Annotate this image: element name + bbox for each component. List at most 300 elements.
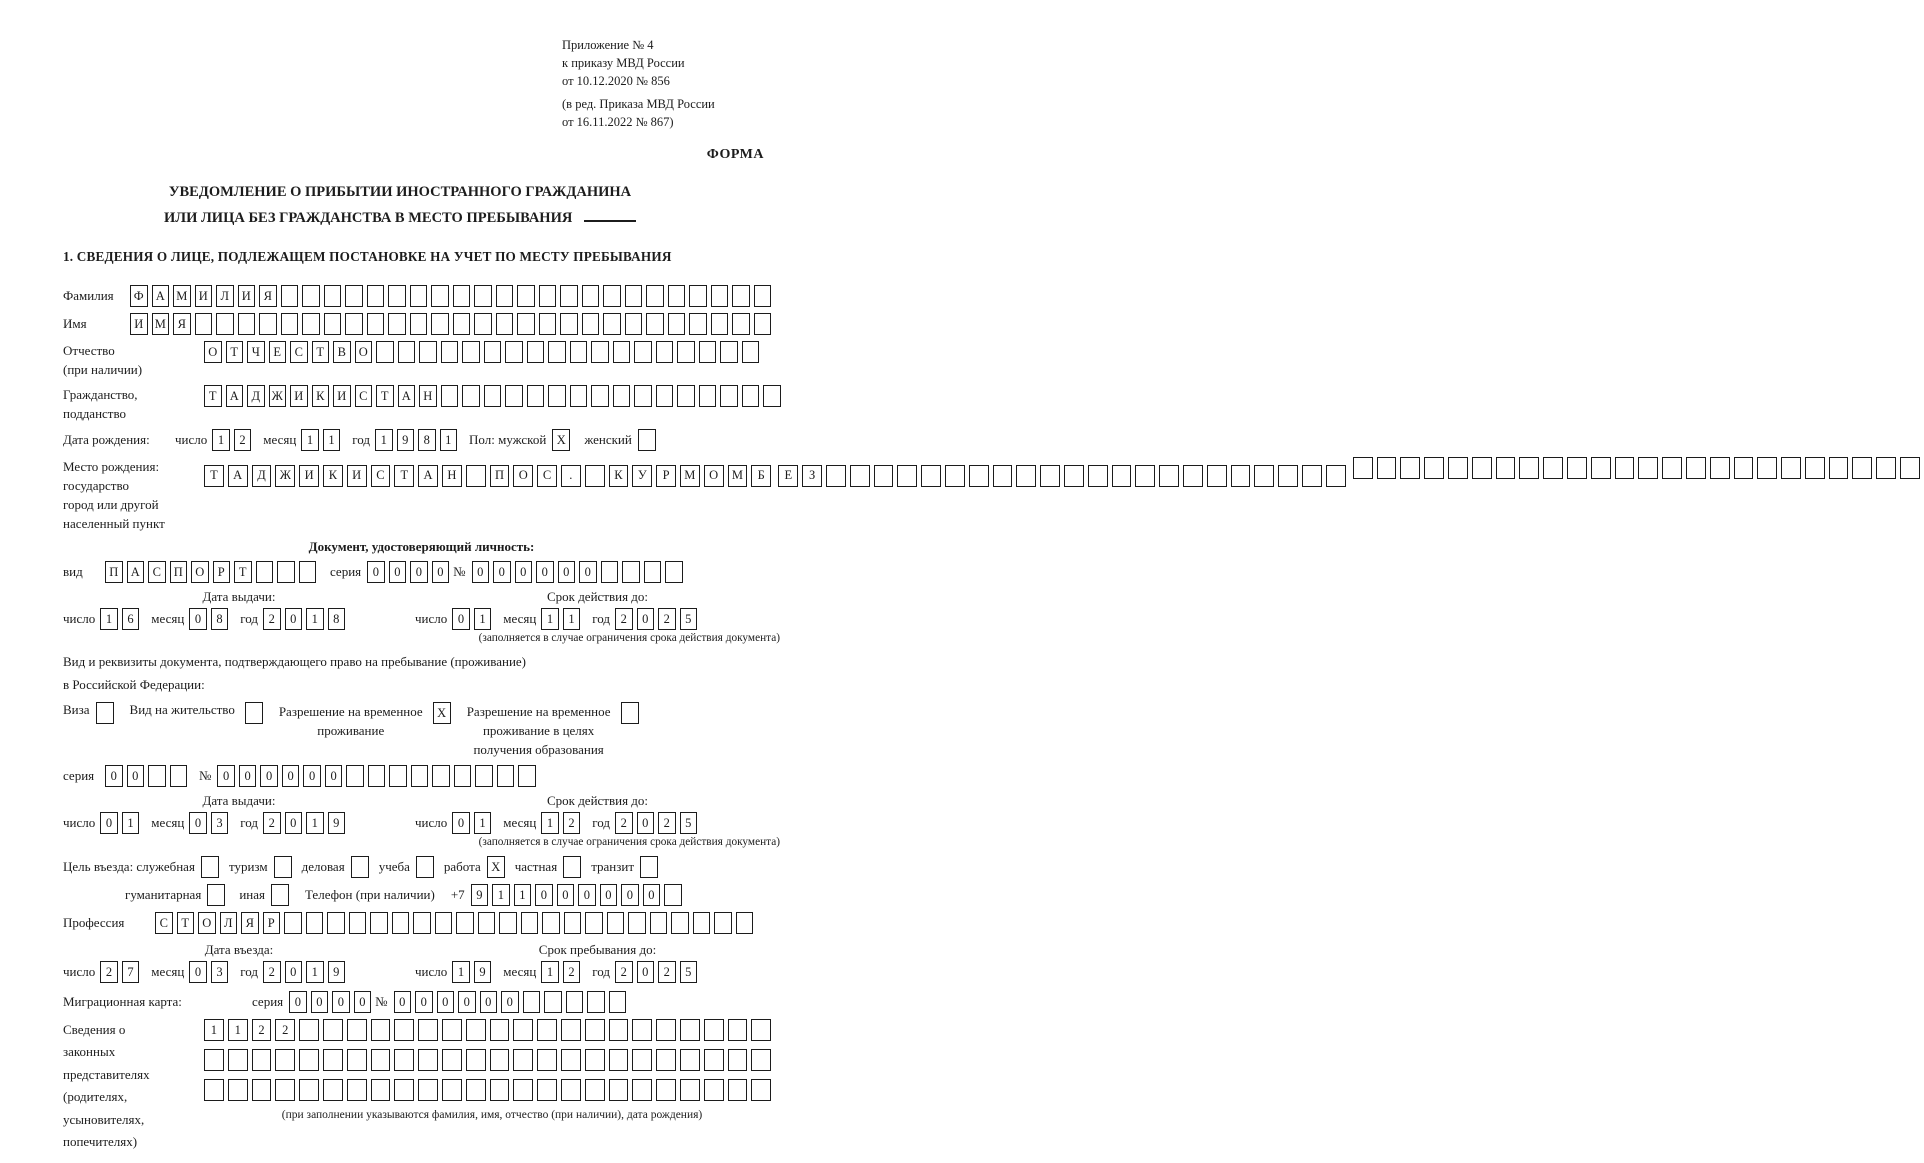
char-cell[interactable] xyxy=(564,912,582,934)
char-cell[interactable]: З xyxy=(802,465,822,487)
char-cell[interactable] xyxy=(644,561,662,583)
char-cell[interactable] xyxy=(323,1049,343,1071)
char-cell[interactable] xyxy=(585,1049,605,1071)
char-cell[interactable] xyxy=(517,285,535,307)
char-cell[interactable] xyxy=(1615,457,1635,479)
char-cell[interactable]: П xyxy=(105,561,123,583)
char-cell[interactable] xyxy=(517,313,535,335)
char-cell[interactable]: М xyxy=(728,465,748,487)
char-cell[interactable] xyxy=(668,313,686,335)
char-cell[interactable] xyxy=(736,912,754,934)
char-cell[interactable] xyxy=(323,1079,343,1101)
char-cell[interactable] xyxy=(275,1049,295,1071)
char-cell[interactable]: 0 xyxy=(501,991,519,1013)
char-cell[interactable] xyxy=(228,1079,248,1101)
char-cell[interactable] xyxy=(625,285,643,307)
char-cell[interactable]: А xyxy=(398,385,416,407)
char-cell[interactable] xyxy=(368,765,386,787)
char-cell[interactable] xyxy=(570,341,588,363)
char-cell[interactable] xyxy=(704,1049,724,1071)
char-cell[interactable] xyxy=(607,912,625,934)
char-cell[interactable] xyxy=(650,912,668,934)
char-cell[interactable]: А xyxy=(226,385,244,407)
char-cell[interactable]: Т xyxy=(394,465,414,487)
char-cell[interactable] xyxy=(720,341,738,363)
char-cell[interactable] xyxy=(513,1019,533,1041)
char-cell[interactable] xyxy=(560,285,578,307)
char-cell[interactable] xyxy=(1135,465,1155,487)
char-cell[interactable] xyxy=(410,313,428,335)
char-cell[interactable] xyxy=(632,1079,652,1101)
char-cell[interactable] xyxy=(1591,457,1611,479)
char-cell[interactable]: 1 xyxy=(440,429,458,451)
char-cell[interactable] xyxy=(693,912,711,934)
char-cell[interactable] xyxy=(677,341,695,363)
char-cell[interactable] xyxy=(969,465,989,487)
char-cell[interactable] xyxy=(1567,457,1587,479)
char-cell[interactable] xyxy=(299,1079,319,1101)
char-cell[interactable] xyxy=(204,1049,224,1071)
char-cell[interactable] xyxy=(742,341,760,363)
char-cell[interactable] xyxy=(347,1079,367,1101)
purpose-other-checkbox[interactable] xyxy=(271,884,289,906)
char-cell[interactable] xyxy=(418,1079,438,1101)
char-cell[interactable] xyxy=(1377,457,1397,479)
sex-male-checkbox[interactable]: X xyxy=(552,429,570,451)
char-cell[interactable] xyxy=(537,1049,557,1071)
char-cell[interactable] xyxy=(1064,465,1084,487)
char-cell[interactable]: П xyxy=(490,465,510,487)
char-cell[interactable] xyxy=(897,465,917,487)
char-cell[interactable]: Ж xyxy=(275,465,295,487)
char-cell[interactable]: 2 xyxy=(658,812,676,834)
char-cell[interactable]: 8 xyxy=(211,608,229,630)
char-cell[interactable]: 1 xyxy=(474,812,492,834)
char-cell[interactable]: 1 xyxy=(323,429,341,451)
char-cell[interactable] xyxy=(677,385,695,407)
char-cell[interactable]: Л xyxy=(216,285,234,307)
char-cell[interactable] xyxy=(228,1049,248,1071)
char-cell[interactable]: С xyxy=(155,912,173,934)
char-cell[interactable] xyxy=(720,385,738,407)
purpose-business-checkbox[interactable] xyxy=(351,856,369,878)
char-cell[interactable]: 0 xyxy=(325,765,343,787)
char-cell[interactable] xyxy=(505,341,523,363)
char-cell[interactable] xyxy=(281,285,299,307)
char-cell[interactable]: 0 xyxy=(558,561,576,583)
char-cell[interactable] xyxy=(609,991,627,1013)
char-cell[interactable]: 0 xyxy=(432,561,450,583)
char-cell[interactable]: 0 xyxy=(600,884,618,906)
purpose-private-checkbox[interactable] xyxy=(563,856,581,878)
char-cell[interactable]: 0 xyxy=(437,991,455,1013)
char-cell[interactable] xyxy=(1278,465,1298,487)
char-cell[interactable] xyxy=(728,1079,748,1101)
char-cell[interactable]: 0 xyxy=(217,765,235,787)
char-cell[interactable] xyxy=(284,912,302,934)
char-cell[interactable] xyxy=(527,385,545,407)
char-cell[interactable] xyxy=(542,912,560,934)
char-cell[interactable]: 0 xyxy=(637,608,655,630)
char-cell[interactable]: 2 xyxy=(263,608,281,630)
char-cell[interactable]: 0 xyxy=(303,765,321,787)
purpose-humanitarian-checkbox[interactable] xyxy=(207,884,225,906)
char-cell[interactable]: 1 xyxy=(306,961,324,983)
char-cell[interactable]: Д xyxy=(247,385,265,407)
char-cell[interactable]: 0 xyxy=(100,812,118,834)
char-cell[interactable] xyxy=(1876,457,1896,479)
char-cell[interactable]: Ж xyxy=(269,385,287,407)
char-cell[interactable] xyxy=(1400,457,1420,479)
char-cell[interactable] xyxy=(474,313,492,335)
char-cell[interactable]: 0 xyxy=(394,991,412,1013)
sex-female-checkbox[interactable] xyxy=(638,429,656,451)
char-cell[interactable] xyxy=(324,285,342,307)
char-cell[interactable] xyxy=(634,385,652,407)
char-cell[interactable] xyxy=(466,465,486,487)
char-cell[interactable]: 0 xyxy=(285,812,303,834)
char-cell[interactable] xyxy=(585,1079,605,1101)
char-cell[interactable] xyxy=(1543,457,1563,479)
char-cell[interactable] xyxy=(585,465,605,487)
char-cell[interactable] xyxy=(728,1019,748,1041)
char-cell[interactable]: Е xyxy=(778,465,798,487)
char-cell[interactable] xyxy=(299,1019,319,1041)
purpose-work-checkbox[interactable]: X xyxy=(487,856,505,878)
char-cell[interactable]: 9 xyxy=(471,884,489,906)
char-cell[interactable]: 2 xyxy=(252,1019,272,1041)
char-cell[interactable]: 0 xyxy=(493,561,511,583)
char-cell[interactable]: О xyxy=(355,341,373,363)
char-cell[interactable]: 2 xyxy=(615,608,633,630)
char-cell[interactable]: 0 xyxy=(354,991,372,1013)
char-cell[interactable]: 8 xyxy=(418,429,436,451)
char-cell[interactable] xyxy=(466,1019,486,1041)
char-cell[interactable] xyxy=(462,341,480,363)
char-cell[interactable] xyxy=(680,1019,700,1041)
char-cell[interactable] xyxy=(1638,457,1658,479)
char-cell[interactable]: Т xyxy=(234,561,252,583)
char-cell[interactable] xyxy=(376,341,394,363)
char-cell[interactable] xyxy=(1353,457,1373,479)
char-cell[interactable]: М xyxy=(173,285,191,307)
char-cell[interactable] xyxy=(609,1049,629,1071)
char-cell[interactable] xyxy=(275,1079,295,1101)
char-cell[interactable] xyxy=(585,912,603,934)
char-cell[interactable] xyxy=(1519,457,1539,479)
char-cell[interactable]: 1 xyxy=(541,961,559,983)
char-cell[interactable]: Т xyxy=(226,341,244,363)
char-cell[interactable] xyxy=(561,1049,581,1071)
char-cell[interactable] xyxy=(513,1079,533,1101)
char-cell[interactable] xyxy=(1424,457,1444,479)
char-cell[interactable] xyxy=(419,341,437,363)
char-cell[interactable] xyxy=(324,313,342,335)
visa-checkbox[interactable] xyxy=(96,702,114,724)
char-cell[interactable] xyxy=(622,561,640,583)
char-cell[interactable]: Я xyxy=(241,912,259,934)
char-cell[interactable] xyxy=(392,912,410,934)
char-cell[interactable] xyxy=(601,561,619,583)
char-cell[interactable] xyxy=(539,313,557,335)
char-cell[interactable]: 0 xyxy=(515,561,533,583)
char-cell[interactable] xyxy=(306,912,324,934)
char-cell[interactable]: 5 xyxy=(680,961,698,983)
char-cell[interactable]: 0 xyxy=(578,884,596,906)
char-cell[interactable] xyxy=(566,991,584,1013)
char-cell[interactable]: 0 xyxy=(480,991,498,1013)
char-cell[interactable]: 0 xyxy=(643,884,661,906)
char-cell[interactable] xyxy=(256,561,274,583)
char-cell[interactable]: 9 xyxy=(474,961,492,983)
char-cell[interactable]: Р xyxy=(213,561,231,583)
purpose-study-checkbox[interactable] xyxy=(416,856,434,878)
char-cell[interactable]: С xyxy=(537,465,557,487)
char-cell[interactable]: 1 xyxy=(228,1019,248,1041)
char-cell[interactable] xyxy=(711,285,729,307)
char-cell[interactable] xyxy=(656,1019,676,1041)
char-cell[interactable] xyxy=(1159,465,1179,487)
char-cell[interactable] xyxy=(732,285,750,307)
char-cell[interactable]: 2 xyxy=(563,812,581,834)
char-cell[interactable]: Б xyxy=(751,465,771,487)
char-cell[interactable]: 0 xyxy=(579,561,597,583)
char-cell[interactable]: 9 xyxy=(397,429,415,451)
char-cell[interactable]: С xyxy=(355,385,373,407)
char-cell[interactable] xyxy=(1040,465,1060,487)
char-cell[interactable] xyxy=(585,1019,605,1041)
char-cell[interactable]: С xyxy=(148,561,166,583)
char-cell[interactable]: П xyxy=(170,561,188,583)
char-cell[interactable]: И xyxy=(195,285,213,307)
char-cell[interactable] xyxy=(456,912,474,934)
char-cell[interactable]: 0 xyxy=(189,608,207,630)
char-cell[interactable] xyxy=(195,313,213,335)
char-cell[interactable] xyxy=(347,1019,367,1041)
char-cell[interactable] xyxy=(281,313,299,335)
char-cell[interactable]: Т xyxy=(312,341,330,363)
char-cell[interactable] xyxy=(1829,457,1849,479)
char-cell[interactable] xyxy=(728,1049,748,1071)
char-cell[interactable]: 0 xyxy=(189,961,207,983)
char-cell[interactable] xyxy=(523,991,541,1013)
char-cell[interactable]: И xyxy=(238,285,256,307)
char-cell[interactable] xyxy=(665,561,683,583)
char-cell[interactable]: 0 xyxy=(536,561,554,583)
char-cell[interactable] xyxy=(302,285,320,307)
char-cell[interactable]: М xyxy=(152,313,170,335)
char-cell[interactable]: 0 xyxy=(621,884,639,906)
char-cell[interactable]: 1 xyxy=(122,812,140,834)
char-cell[interactable]: . xyxy=(561,465,581,487)
char-cell[interactable]: 2 xyxy=(234,429,252,451)
char-cell[interactable]: Л xyxy=(220,912,238,934)
char-cell[interactable] xyxy=(570,385,588,407)
char-cell[interactable] xyxy=(711,313,729,335)
char-cell[interactable] xyxy=(1448,457,1468,479)
char-cell[interactable]: 1 xyxy=(563,608,581,630)
char-cell[interactable] xyxy=(1088,465,1108,487)
char-cell[interactable] xyxy=(548,385,566,407)
char-cell[interactable]: Я xyxy=(259,285,277,307)
char-cell[interactable] xyxy=(1496,457,1516,479)
char-cell[interactable]: 9 xyxy=(328,812,346,834)
char-cell[interactable]: 2 xyxy=(658,608,676,630)
char-cell[interactable]: 1 xyxy=(100,608,118,630)
char-cell[interactable] xyxy=(347,1049,367,1071)
char-cell[interactable] xyxy=(689,313,707,335)
char-cell[interactable] xyxy=(921,465,941,487)
char-cell[interactable] xyxy=(410,285,428,307)
char-cell[interactable] xyxy=(656,341,674,363)
char-cell[interactable] xyxy=(418,1019,438,1041)
char-cell[interactable]: 0 xyxy=(311,991,329,1013)
char-cell[interactable] xyxy=(484,385,502,407)
char-cell[interactable]: 9 xyxy=(328,961,346,983)
char-cell[interactable]: К xyxy=(609,465,629,487)
char-cell[interactable] xyxy=(394,1049,414,1071)
char-cell[interactable] xyxy=(1757,457,1777,479)
char-cell[interactable] xyxy=(442,1049,462,1071)
char-cell[interactable] xyxy=(388,285,406,307)
char-cell[interactable] xyxy=(732,313,750,335)
char-cell[interactable] xyxy=(582,313,600,335)
char-cell[interactable]: Т xyxy=(204,465,224,487)
char-cell[interactable]: Н xyxy=(419,385,437,407)
char-cell[interactable] xyxy=(689,285,707,307)
char-cell[interactable]: 1 xyxy=(306,608,324,630)
char-cell[interactable]: 3 xyxy=(211,812,229,834)
char-cell[interactable]: 5 xyxy=(680,608,698,630)
char-cell[interactable] xyxy=(1805,457,1825,479)
char-cell[interactable] xyxy=(754,313,772,335)
char-cell[interactable]: 3 xyxy=(211,961,229,983)
char-cell[interactable] xyxy=(632,1049,652,1071)
char-cell[interactable] xyxy=(371,1049,391,1071)
char-cell[interactable] xyxy=(345,285,363,307)
char-cell[interactable] xyxy=(646,313,664,335)
char-cell[interactable] xyxy=(1852,457,1872,479)
char-cell[interactable] xyxy=(496,313,514,335)
char-cell[interactable] xyxy=(603,285,621,307)
char-cell[interactable]: К xyxy=(312,385,330,407)
char-cell[interactable] xyxy=(454,765,472,787)
char-cell[interactable]: 0 xyxy=(452,812,470,834)
purpose-official-checkbox[interactable] xyxy=(201,856,219,878)
char-cell[interactable] xyxy=(945,465,965,487)
char-cell[interactable]: 1 xyxy=(452,961,470,983)
char-cell[interactable] xyxy=(299,1049,319,1071)
char-cell[interactable]: 2 xyxy=(658,961,676,983)
char-cell[interactable] xyxy=(345,313,363,335)
char-cell[interactable] xyxy=(1016,465,1036,487)
char-cell[interactable]: И xyxy=(347,465,367,487)
char-cell[interactable]: 0 xyxy=(239,765,257,787)
char-cell[interactable]: 0 xyxy=(189,812,207,834)
char-cell[interactable] xyxy=(1231,465,1251,487)
char-cell[interactable] xyxy=(238,313,256,335)
char-cell[interactable]: О xyxy=(204,341,222,363)
char-cell[interactable] xyxy=(170,765,188,787)
char-cell[interactable]: 0 xyxy=(637,812,655,834)
char-cell[interactable] xyxy=(521,912,539,934)
char-cell[interactable]: Р xyxy=(656,465,676,487)
char-cell[interactable] xyxy=(388,313,406,335)
char-cell[interactable]: М xyxy=(680,465,700,487)
char-cell[interactable] xyxy=(389,765,407,787)
char-cell[interactable]: 1 xyxy=(375,429,393,451)
char-cell[interactable]: 8 xyxy=(328,608,346,630)
char-cell[interactable] xyxy=(490,1049,510,1071)
char-cell[interactable] xyxy=(499,912,517,934)
char-cell[interactable]: 0 xyxy=(367,561,385,583)
char-cell[interactable] xyxy=(671,912,689,934)
char-cell[interactable] xyxy=(537,1079,557,1101)
char-cell[interactable]: Н xyxy=(442,465,462,487)
char-cell[interactable] xyxy=(1662,457,1682,479)
char-cell[interactable] xyxy=(850,465,870,487)
char-cell[interactable]: С xyxy=(371,465,391,487)
char-cell[interactable] xyxy=(548,341,566,363)
char-cell[interactable] xyxy=(349,912,367,934)
char-cell[interactable] xyxy=(1710,457,1730,479)
char-cell[interactable] xyxy=(1254,465,1274,487)
char-cell[interactable] xyxy=(204,1079,224,1101)
char-cell[interactable] xyxy=(527,341,545,363)
char-cell[interactable] xyxy=(371,1019,391,1041)
char-cell[interactable]: 1 xyxy=(301,429,319,451)
char-cell[interactable] xyxy=(484,341,502,363)
char-cell[interactable] xyxy=(561,1079,581,1101)
char-cell[interactable] xyxy=(398,341,416,363)
char-cell[interactable] xyxy=(442,1019,462,1041)
char-cell[interactable] xyxy=(394,1079,414,1101)
char-cell[interactable] xyxy=(431,313,449,335)
char-cell[interactable] xyxy=(560,313,578,335)
char-cell[interactable]: 1 xyxy=(541,608,559,630)
char-cell[interactable] xyxy=(699,385,717,407)
char-cell[interactable] xyxy=(497,765,515,787)
char-cell[interactable] xyxy=(490,1019,510,1041)
char-cell[interactable] xyxy=(496,285,514,307)
char-cell[interactable]: К xyxy=(323,465,343,487)
residence-permit-checkbox[interactable] xyxy=(245,702,263,724)
char-cell[interactable]: 1 xyxy=(474,608,492,630)
char-cell[interactable]: С xyxy=(290,341,308,363)
char-cell[interactable]: 1 xyxy=(492,884,510,906)
char-cell[interactable] xyxy=(478,912,496,934)
char-cell[interactable]: 1 xyxy=(306,812,324,834)
char-cell[interactable] xyxy=(656,1049,676,1071)
char-cell[interactable] xyxy=(537,1019,557,1041)
char-cell[interactable] xyxy=(634,341,652,363)
char-cell[interactable]: Ф xyxy=(130,285,148,307)
char-cell[interactable] xyxy=(609,1079,629,1101)
char-cell[interactable]: 1 xyxy=(514,884,532,906)
edu-permit-checkbox[interactable] xyxy=(621,702,639,724)
char-cell[interactable]: 0 xyxy=(260,765,278,787)
char-cell[interactable]: 0 xyxy=(472,561,490,583)
char-cell[interactable] xyxy=(302,313,320,335)
char-cell[interactable] xyxy=(474,285,492,307)
char-cell[interactable]: А xyxy=(152,285,170,307)
char-cell[interactable] xyxy=(1112,465,1132,487)
char-cell[interactable]: В xyxy=(333,341,351,363)
char-cell[interactable]: 2 xyxy=(263,812,281,834)
char-cell[interactable] xyxy=(603,313,621,335)
char-cell[interactable] xyxy=(582,285,600,307)
char-cell[interactable]: У xyxy=(632,465,652,487)
